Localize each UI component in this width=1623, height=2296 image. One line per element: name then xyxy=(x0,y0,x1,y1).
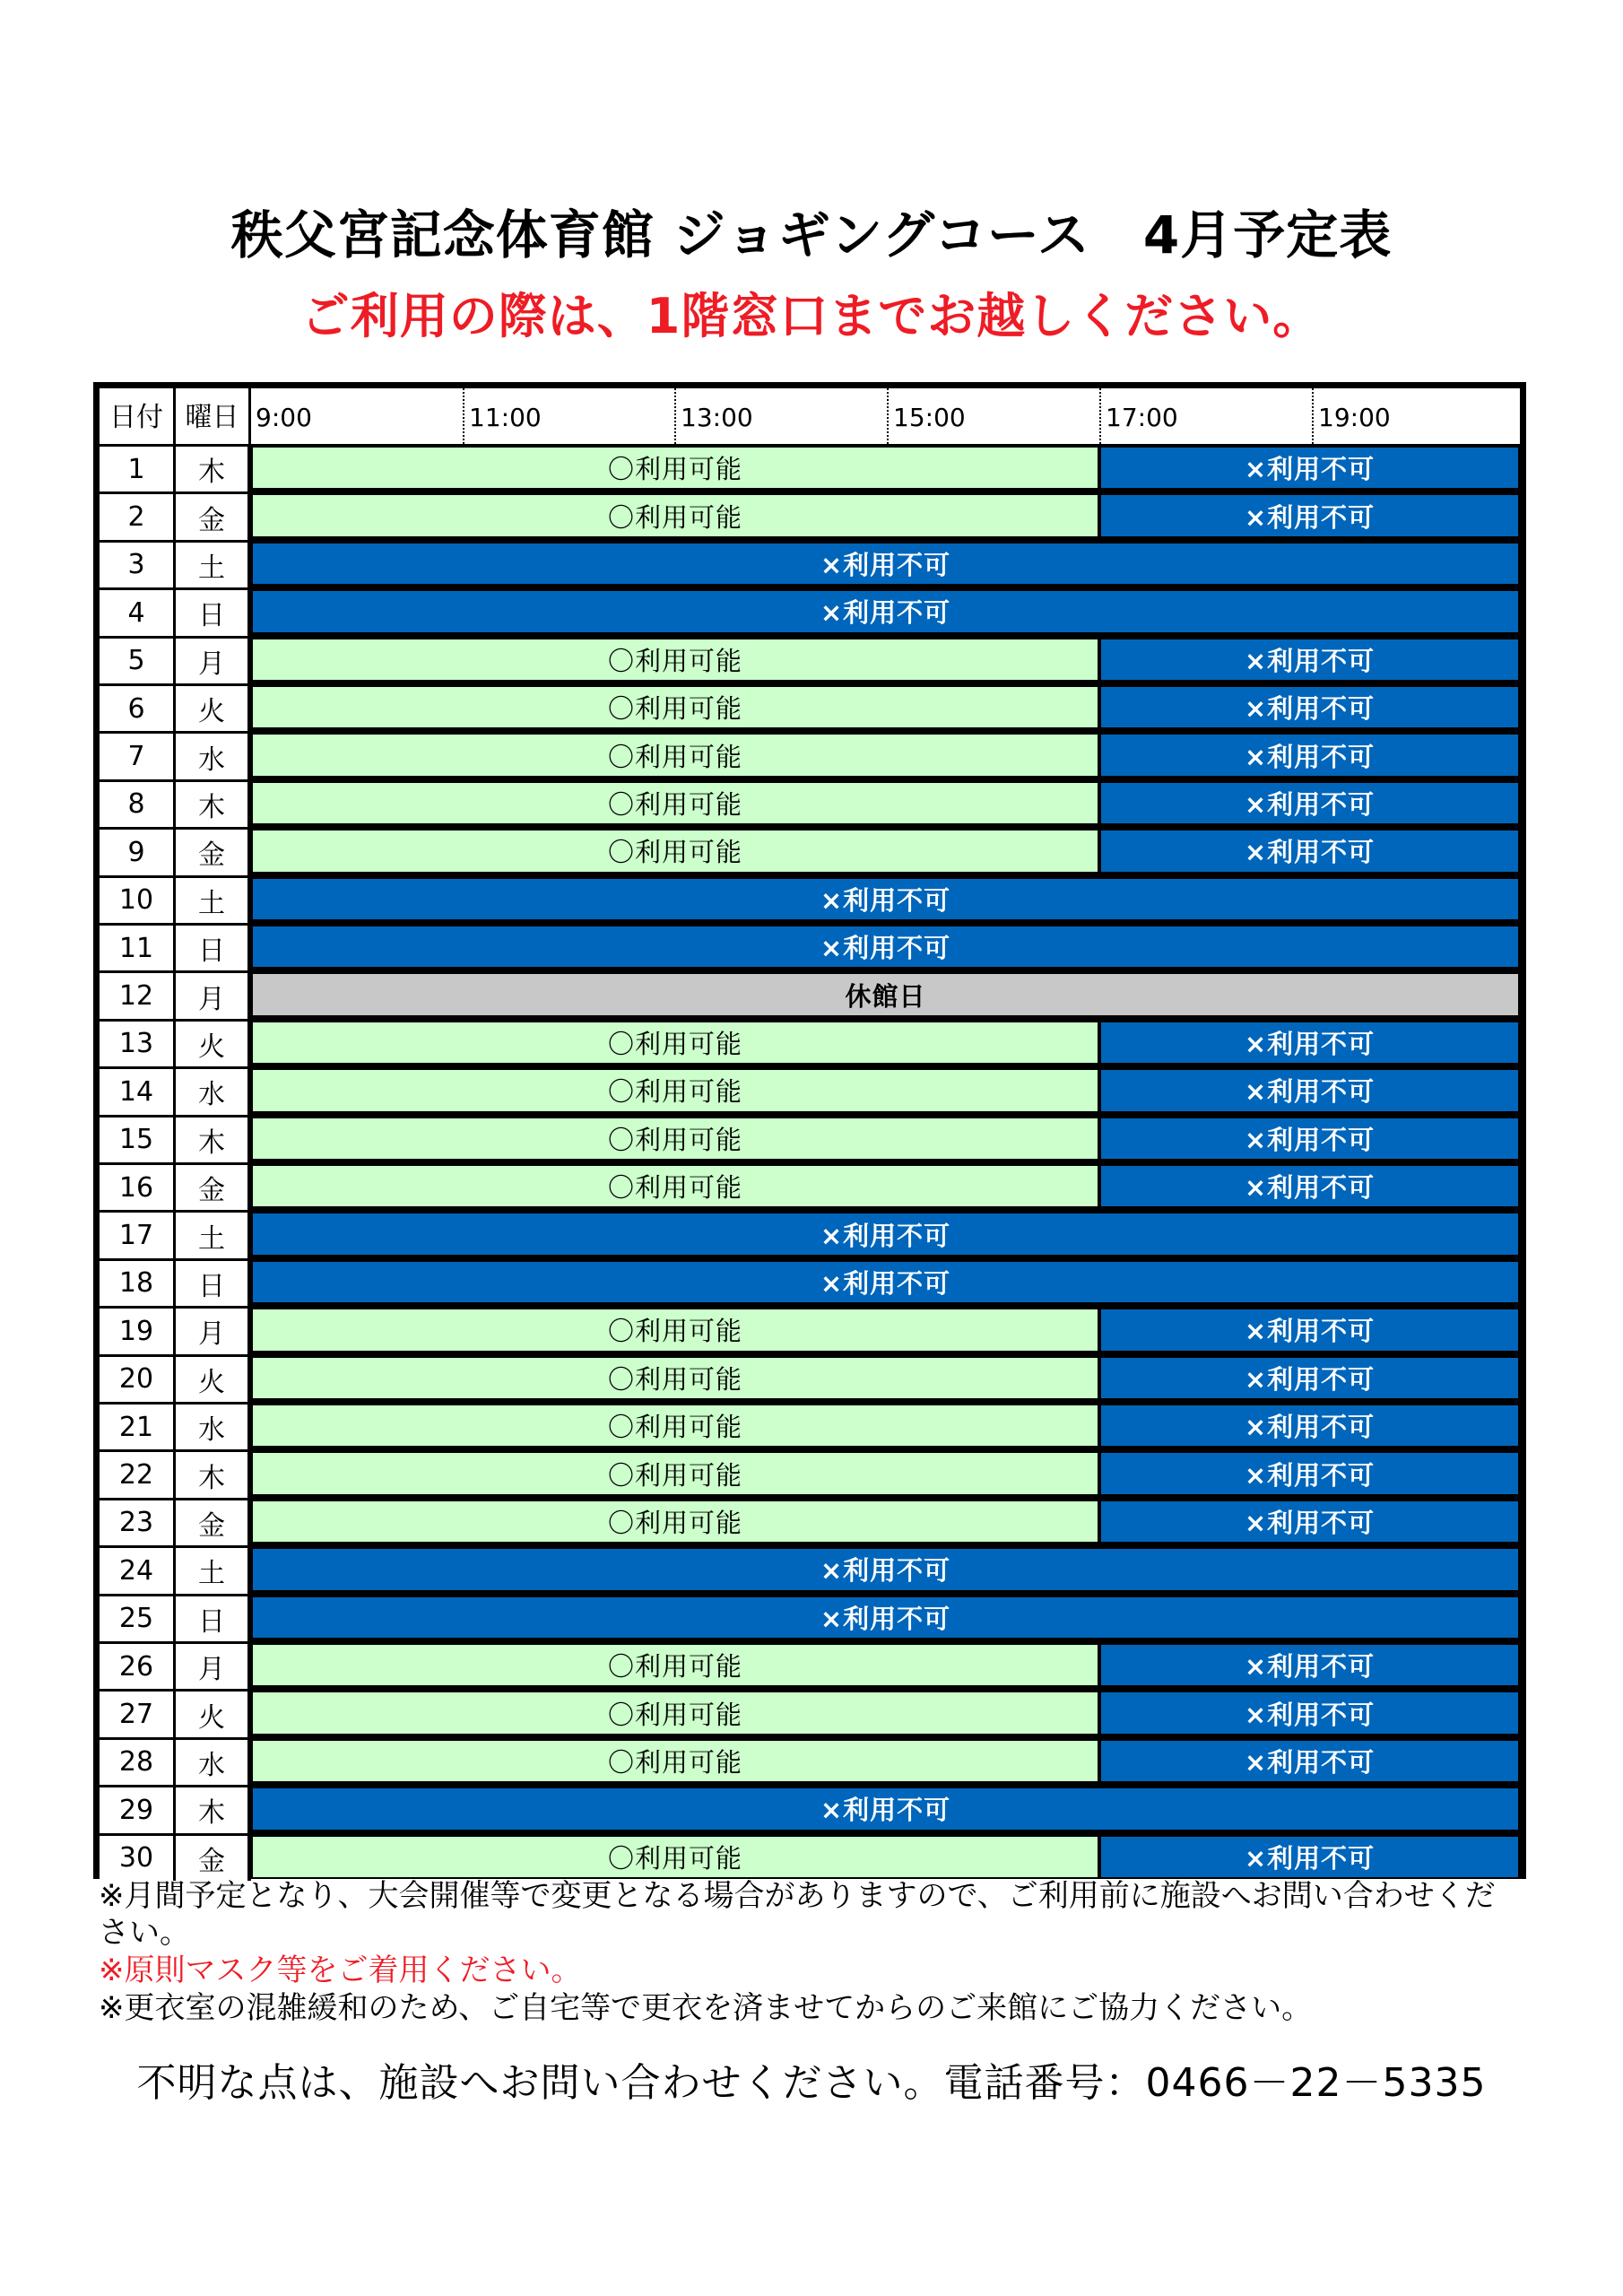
row-weekday: 土 xyxy=(176,540,251,587)
table-row xyxy=(100,683,1520,731)
slot-unavailable: ×利用不可 xyxy=(1101,1166,1518,1206)
slot-available: 〇利用可能 xyxy=(253,1166,1098,1206)
slot-unavailable: ×利用不可 xyxy=(253,1549,1518,1589)
row-weekday: 日 xyxy=(176,923,251,970)
row-day: 12 xyxy=(100,970,176,1018)
table-row xyxy=(100,731,1520,778)
table-row xyxy=(100,1737,1520,1785)
slot-unavailable: ×利用不可 xyxy=(1101,495,1518,535)
slot-unavailable: ×利用不可 xyxy=(1101,1692,1518,1733)
row-day: 10 xyxy=(100,875,176,923)
header-time: 11:00 xyxy=(463,388,674,444)
table-row xyxy=(100,444,1520,491)
table-row xyxy=(100,1115,1520,1162)
slot-unavailable: ×利用不可 xyxy=(1101,687,1518,727)
slot-available: 〇利用可能 xyxy=(253,1309,1098,1350)
table-row xyxy=(100,636,1520,683)
row-day: 29 xyxy=(100,1785,176,1832)
row-weekday: 水 xyxy=(176,1066,251,1114)
page-title: 秩父宮記念体育館 ジョギングコース 4月予定表 xyxy=(230,204,1393,265)
row-day: 2 xyxy=(100,491,176,539)
row-day: 19 xyxy=(100,1306,176,1353)
row-weekday: 土 xyxy=(176,1545,251,1593)
header-time: 17:00 xyxy=(1099,388,1312,444)
slot-unavailable: ×利用不可 xyxy=(1101,1501,1518,1542)
row-day: 26 xyxy=(100,1641,176,1689)
slot-unavailable: ×利用不可 xyxy=(1101,639,1518,680)
row-day: 25 xyxy=(100,1594,176,1641)
slot-available: 〇利用可能 xyxy=(253,1405,1098,1446)
slot-available: 〇利用可能 xyxy=(253,687,1098,727)
table-row xyxy=(100,1594,1520,1641)
slot-unavailable: ×利用不可 xyxy=(1101,1022,1518,1063)
table-row xyxy=(100,923,1520,970)
table-row xyxy=(100,1306,1520,1353)
row-day: 14 xyxy=(100,1066,176,1114)
table-row xyxy=(100,540,1520,587)
table-row xyxy=(100,1210,1520,1257)
row-day: 3 xyxy=(100,540,176,587)
slot-unavailable: ×利用不可 xyxy=(1101,1070,1518,1110)
slot-unavailable: ×利用不可 xyxy=(253,591,1518,631)
note-mask: ※原則マスク等をご着用ください。 xyxy=(99,1952,582,1988)
row-weekday: 水 xyxy=(176,1402,251,1449)
header-time: 19:00 xyxy=(1312,388,1520,444)
slot-available: 〇利用可能 xyxy=(253,1501,1098,1542)
row-weekday: 日 xyxy=(176,587,251,635)
slot-unavailable: ×利用不可 xyxy=(253,1788,1518,1829)
slot-available: 〇利用可能 xyxy=(253,1645,1098,1685)
table-row xyxy=(100,1833,1520,1881)
slot-available: 〇利用可能 xyxy=(253,1358,1098,1398)
table-row xyxy=(100,1402,1520,1449)
row-day: 1 xyxy=(100,444,176,491)
table-row xyxy=(100,1449,1520,1497)
row-day: 15 xyxy=(100,1115,176,1162)
row-weekday: 月 xyxy=(176,970,251,1018)
row-weekday: 水 xyxy=(176,731,251,778)
header-day: 日付 xyxy=(100,388,176,444)
row-weekday: 月 xyxy=(176,1306,251,1353)
table-row xyxy=(100,491,1520,539)
slot-available: 〇利用可能 xyxy=(253,1692,1098,1733)
table-row xyxy=(100,1258,1520,1306)
header-time: 15:00 xyxy=(887,388,1099,444)
row-weekday: 火 xyxy=(176,1354,251,1402)
table-header xyxy=(100,388,1520,444)
header-weekday: 曜日 xyxy=(176,388,251,444)
note-changing-room: ※更衣室の混雑緩和のため、ご自宅等で更衣を済ませてからのご来館にご協力ください。 xyxy=(99,1990,1313,2026)
row-weekday: 土 xyxy=(176,1210,251,1257)
table-row xyxy=(100,1785,1520,1832)
slot-available: 〇利用可能 xyxy=(253,1022,1098,1063)
slot-unavailable: ×利用不可 xyxy=(253,544,1518,584)
row-weekday: 月 xyxy=(176,1641,251,1689)
slot-available: 〇利用可能 xyxy=(253,1118,1098,1159)
row-weekday: 火 xyxy=(176,1019,251,1066)
table-row xyxy=(100,970,1520,1018)
slot-unavailable: ×利用不可 xyxy=(253,1213,1518,1254)
row-weekday: 金 xyxy=(176,1162,251,1210)
table-row xyxy=(100,779,1520,827)
row-day: 24 xyxy=(100,1545,176,1593)
slot-unavailable: ×利用不可 xyxy=(1101,735,1518,775)
note-schedule-change: ※月間予定となり、大会開催等で変更となる場合がありますので、ご利用前に施設へお問い合わせください。 xyxy=(99,1878,1496,1951)
table-row xyxy=(100,1019,1520,1066)
slot-unavailable: ×利用不可 xyxy=(253,926,1518,967)
slot-unavailable: ×利用不可 xyxy=(1101,1741,1518,1781)
row-day: 30 xyxy=(100,1833,176,1881)
table-row xyxy=(100,1689,1520,1736)
slot-unavailable: ×利用不可 xyxy=(253,1597,1518,1638)
slot-available: 〇利用可能 xyxy=(253,639,1098,680)
row-day: 9 xyxy=(100,827,176,874)
row-weekday: 水 xyxy=(176,1737,251,1785)
slot-available: 〇利用可能 xyxy=(253,495,1098,535)
row-day: 20 xyxy=(100,1354,176,1402)
slot-unavailable: ×利用不可 xyxy=(1101,1405,1518,1446)
row-weekday: 金 xyxy=(176,1498,251,1545)
row-day: 22 xyxy=(100,1449,176,1497)
row-weekday: 日 xyxy=(176,1258,251,1306)
row-day: 8 xyxy=(100,779,176,827)
row-weekday: 木 xyxy=(176,1785,251,1832)
row-weekday: 木 xyxy=(176,779,251,827)
slot-available: 〇利用可能 xyxy=(253,1070,1098,1110)
slot-unavailable: ×利用不可 xyxy=(1101,1453,1518,1493)
row-day: 11 xyxy=(100,923,176,970)
schedule-table xyxy=(93,382,1526,1879)
table-row xyxy=(100,875,1520,923)
slot-available: 〇利用可能 xyxy=(253,735,1098,775)
row-day: 17 xyxy=(100,1210,176,1257)
table-row xyxy=(100,1066,1520,1114)
table-row xyxy=(100,1545,1520,1593)
slot-unavailable: ×利用不可 xyxy=(1101,831,1518,871)
slot-available: 〇利用可能 xyxy=(253,831,1098,871)
row-day: 27 xyxy=(100,1689,176,1736)
row-day: 28 xyxy=(100,1737,176,1785)
table-row xyxy=(100,587,1520,635)
contact-info: 不明な点は、施設へお問い合わせください。電話番号：0466－22－5335 xyxy=(136,2060,1487,2106)
table-row xyxy=(100,1641,1520,1689)
header-time: 9:00 xyxy=(256,403,312,432)
row-day: 21 xyxy=(100,1402,176,1449)
slot-unavailable: ×利用不可 xyxy=(1101,1358,1518,1398)
row-day: 13 xyxy=(100,1019,176,1066)
slot-available: 〇利用可能 xyxy=(253,1741,1098,1781)
slot-unavailable: ×利用不可 xyxy=(1101,1118,1518,1159)
row-day: 4 xyxy=(100,587,176,635)
row-weekday: 木 xyxy=(176,444,251,491)
table-row xyxy=(100,1498,1520,1545)
slot-unavailable: ×利用不可 xyxy=(1101,1309,1518,1350)
slot-unavailable: ×利用不可 xyxy=(1101,448,1518,488)
row-day: 18 xyxy=(100,1258,176,1306)
table-row xyxy=(100,827,1520,874)
row-day: 23 xyxy=(100,1498,176,1545)
row-weekday: 木 xyxy=(176,1449,251,1497)
table-row xyxy=(100,1162,1520,1210)
page-subtitle: ご利用の際は、1階窓口までお越しください。 xyxy=(300,288,1323,344)
slot-unavailable: ×利用不可 xyxy=(253,1262,1518,1302)
row-weekday: 土 xyxy=(176,875,251,923)
row-day: 7 xyxy=(100,731,176,778)
row-weekday: 金 xyxy=(176,491,251,539)
table-row xyxy=(100,1354,1520,1402)
row-weekday: 金 xyxy=(176,1833,251,1881)
row-weekday: 月 xyxy=(176,636,251,683)
slot-unavailable: ×利用不可 xyxy=(1101,783,1518,823)
row-weekday: 日 xyxy=(176,1594,251,1641)
row-weekday: 火 xyxy=(176,683,251,731)
header-time: 13:00 xyxy=(674,388,887,444)
slot-unavailable: ×利用不可 xyxy=(1101,1837,1518,1877)
row-day: 6 xyxy=(100,683,176,731)
row-day: 16 xyxy=(100,1162,176,1210)
row-day: 5 xyxy=(100,636,176,683)
slot-unavailable: ×利用不可 xyxy=(1101,1645,1518,1685)
row-weekday: 金 xyxy=(176,827,251,874)
row-weekday: 火 xyxy=(176,1689,251,1736)
slot-available: 〇利用可能 xyxy=(253,1837,1098,1877)
slot-available: 〇利用可能 xyxy=(253,448,1098,488)
slot-available: 〇利用可能 xyxy=(253,1453,1098,1493)
slot-unavailable: ×利用不可 xyxy=(253,879,1518,919)
slot-holiday: 休館日 xyxy=(253,974,1518,1014)
row-weekday: 木 xyxy=(176,1115,251,1162)
slot-available: 〇利用可能 xyxy=(253,783,1098,823)
